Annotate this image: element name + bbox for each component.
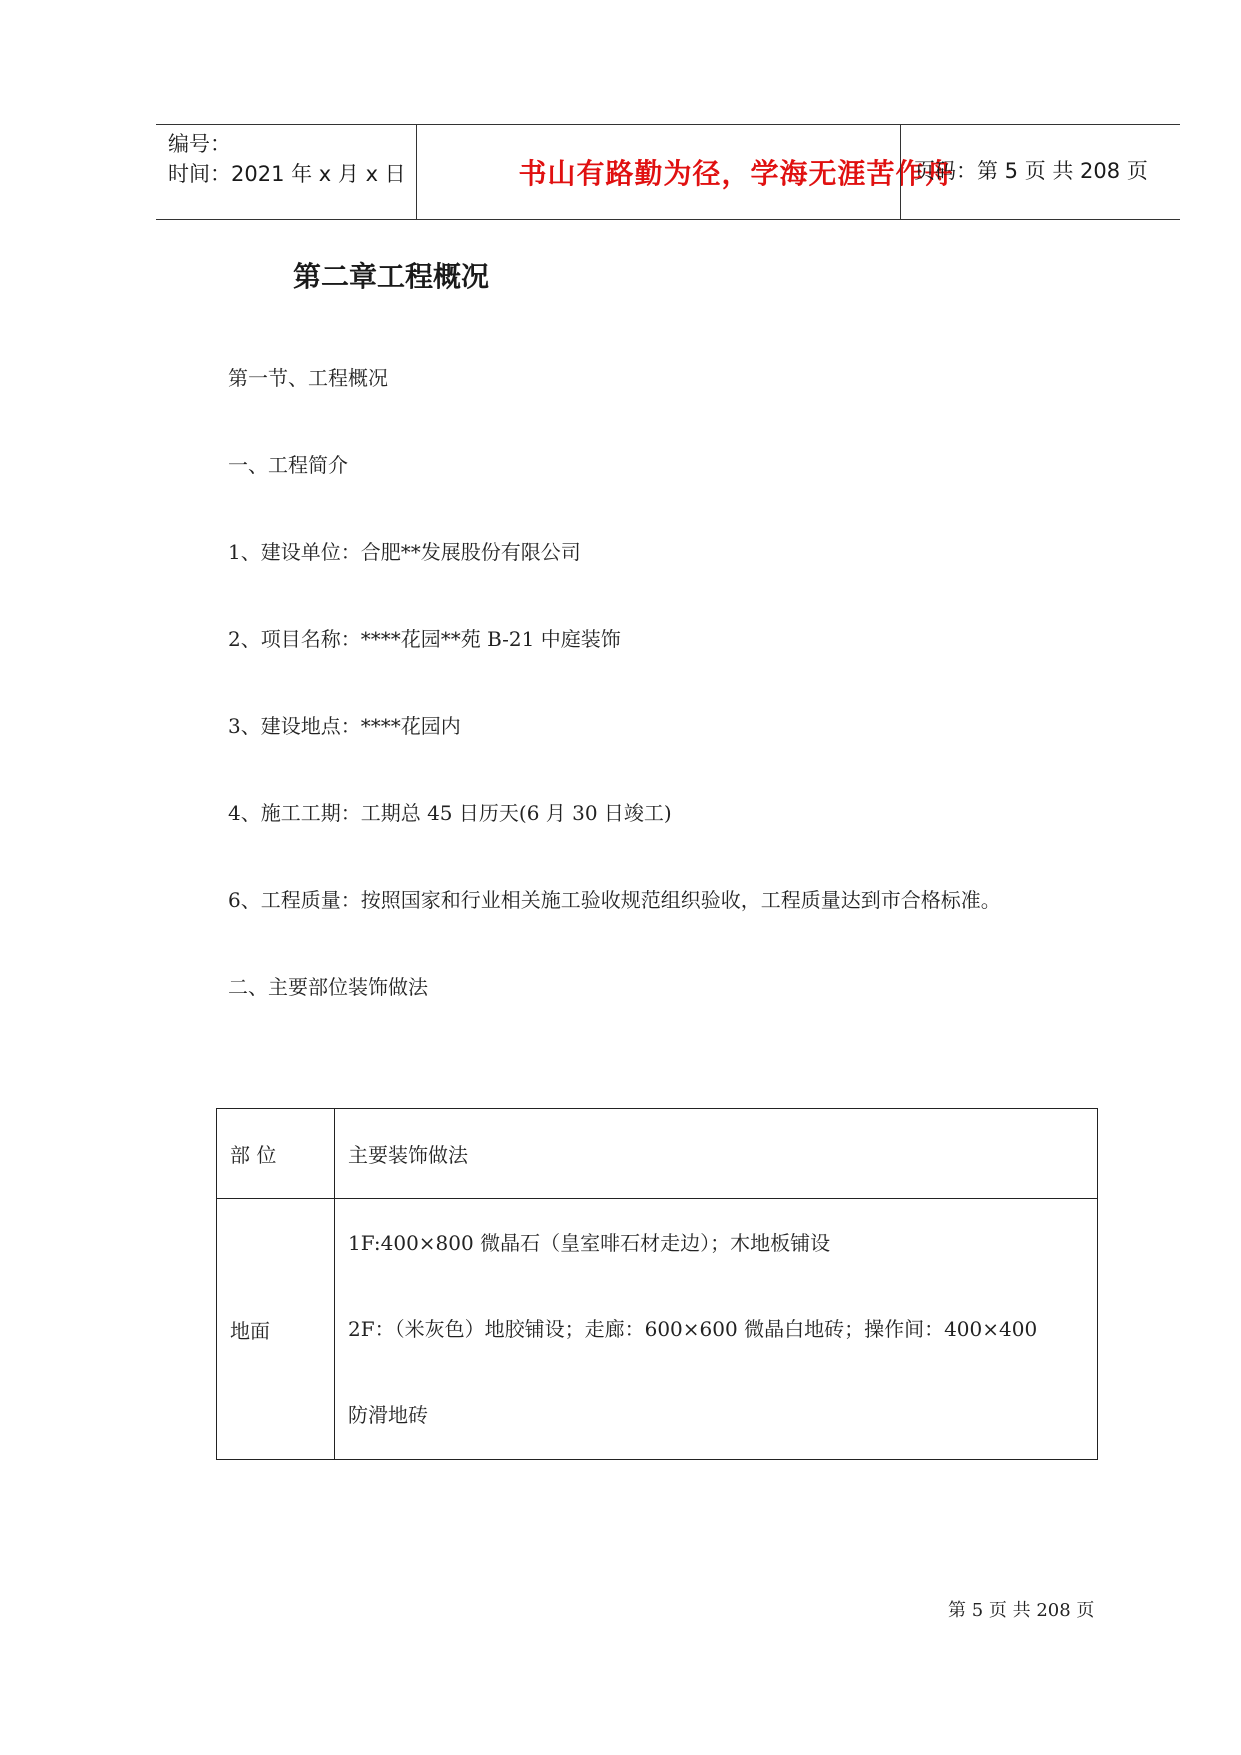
time-label: 时间：2021 年 x 月 x 日: [168, 162, 406, 186]
subsection-heading: 一、工程简介: [228, 453, 348, 477]
list-item: 2、项目名称：****花园**苑 B-21 中庭装饰: [228, 627, 621, 651]
header-page-info: 页码：第 5 页 共 208 页: [914, 159, 1148, 183]
list-item: 3、建设地点：****花园内: [228, 714, 461, 738]
table-cell-part: 地面: [217, 1199, 335, 1460]
list-item: 6、工程质量：按照国家和行业相关施工验收规范组织验收，工程质量达到市合格标准。: [228, 888, 1001, 912]
table-header-row: [217, 1109, 1098, 1199]
page-footer: 第 5 页 共 208 页: [948, 1600, 1095, 1621]
header-divider: [900, 125, 901, 219]
method-line: 1F:400×800 微晶石（皇室啡石材走边）；木地板铺设: [348, 1231, 831, 1255]
list-item: 4、施工工期：工期总 45 日历天(6 月 30 日竣工): [228, 801, 672, 825]
code-label: 编号：: [168, 132, 231, 156]
table-row: [217, 1199, 1098, 1460]
decoration-table: [216, 1108, 1098, 1460]
method-line: 防滑地砖: [348, 1403, 428, 1427]
method-line: 2F：（米灰色）地胶铺设；走廊：600×600 微晶白地砖；操作间：400×400: [348, 1317, 1038, 1341]
page-header: [156, 124, 1180, 220]
section-heading: 第一节、工程概况: [228, 366, 388, 390]
table-header-cell: 部 位: [217, 1109, 335, 1199]
header-motto: 书山有路勤为径，学海无涯苦作舟: [518, 157, 954, 190]
subsection-heading: 二、主要部位装饰做法: [228, 975, 428, 999]
chapter-title: 第二章工程概况: [293, 260, 490, 293]
table-cell-method: [335, 1199, 1098, 1460]
table-header-cell: 主要装饰做法: [335, 1109, 1098, 1199]
list-item: 1、建设单位：合肥**发展股份有限公司: [228, 540, 581, 564]
header-meta: [168, 129, 406, 189]
